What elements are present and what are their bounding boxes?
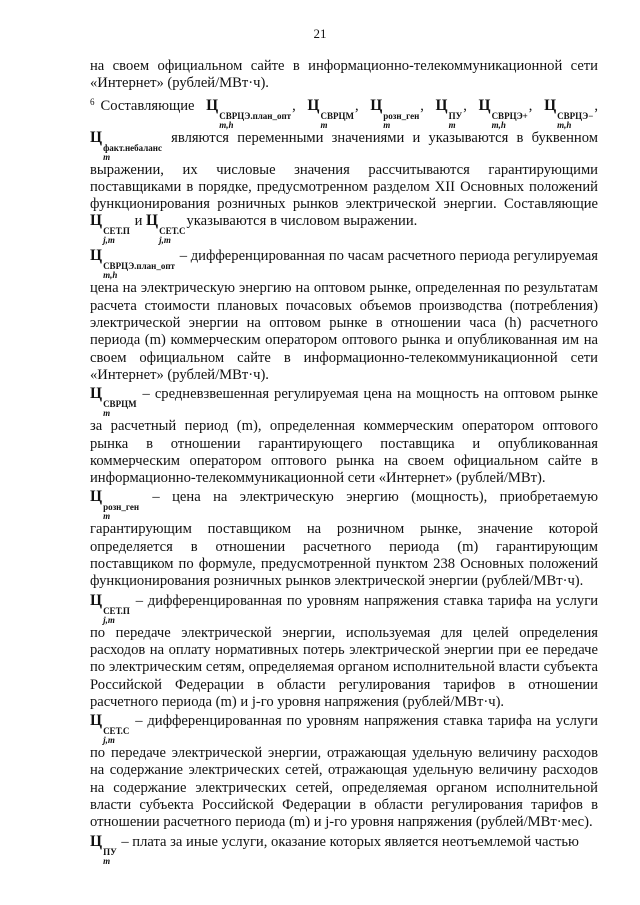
definition-svrcm: Ц СВРЦМ m – средневзвешенная регулируемая цена на мощность на оптовом рынке за расчетный период (m), определенная коммерческим оператором оптового рынка в отношении гарантирующего поставщика и опубликованная коммерческим оператором оптового рынка на своем официальном сайте в информационно-телекоммуникационной сети «Интернет» (рублей/МВт). <box>90 385 599 487</box>
variable-svrcm: Ц СВРЦМ m <box>90 385 137 419</box>
variable-set-p: Ц СЕТ.П j,m <box>90 591 130 625</box>
variable-svrce-minus: Ц СВРЦЭ− m,h <box>544 96 594 130</box>
page-number: 21 <box>313 26 327 41</box>
definition-pu: Ц ПУ m – плата за иные услуги, оказание которых является неотъемлемой частью <box>90 832 579 866</box>
footnote-marker: 6 <box>90 96 95 107</box>
variable-svrcm: Ц СВРЦМ m <box>307 96 354 130</box>
variable-set-p: Ц СЕТ.П j,m <box>90 212 130 246</box>
paragraph-continuation: на своем официальном сайте в информационно-телекоммуникационной сети «Интернет» (рублей/МВт·ч). <box>90 58 598 92</box>
variable-pu: Ц ПУ m <box>90 832 117 866</box>
variable-rozn-gen: Ц розн_ген m <box>370 96 420 130</box>
variable-set-s: Ц СЕТ.С j,m <box>90 712 130 746</box>
lead-word: Составляющие <box>100 97 195 114</box>
definition-set-p: Ц СЕТ.П j,m – дифференцированная по уровням напряжения ставка тарифа на услуги по передаче электрической энергии, используемая для целей определения расходов на оплату нормативных потерь электрической энергии при ее передаче по электрическим сетям, определяемая органом исполнительной власти субъекта Российской Федерации в области регулирования тарифов в отношении расчетного периода (m) и j-го уровня напряжения (рублей/МВт·ч). <box>90 591 599 710</box>
document-body <box>90 58 598 866</box>
variable-pu: Ц ПУ m <box>435 96 463 130</box>
definition-set-s: Ц СЕТ.С j,m – дифференцированная по уровням напряжения ставка тарифа на услуги по передаче электрической энергии, отражающая удельную величину расходов на содержание электрических сетей, отражающая удельную величину расходов на содержание электрических сетей, определяемая органом исполнительной власти субъекта Российской Федерации в области регулирования тарифов в отношении расчетного периода (m) и j-го уровня напряжения (рублей/МВт·мес). <box>90 712 598 831</box>
variable-set-s: Ц СЕТ.С j,m <box>146 212 186 246</box>
definition-svrce-plan-opt: Ц СВРЦЭ.план_опт m,h – дифференцированная по часам расчетного периода регулируемая цена на электрическую энергию на оптовом рынке, определенная по результатам расчета стоимости плановых почасовых объемов производства (потребления) электрической энергии на оптовом рынке в отношении часа (h) расчетного периода (m) коммерческим оператором оптового рынка и опубликованная им на своем официальном сайте в информационно-телекоммуникационной сети «Интернет» (рублей/МВт·ч). <box>90 247 598 383</box>
variable-svrce-plan-opt: Ц СВРЦЭ.план_опт m,h <box>206 96 292 130</box>
variable-svrce-plus: Ц СВРЦЭ+ m,h <box>478 96 528 130</box>
variable-svrce-plan-opt: Ц СВРЦЭ.план_опт m,h <box>90 247 175 281</box>
variable-rozn-gen: Ц розн_ген m <box>90 488 140 522</box>
paragraph-footnote-6: $^6$ Составляющие Ц СВРЦЭ.план_опт m,h , Ц СВРЦМ m , Ц розн_ген m , Ц ПУ m , Ц СВРЦЭ+ m,h , Ц СВРЦЭ− m,h , Ц факт.небаланс m являются переменными значениями и указываются в буквенном выражении, их числовые значения рассчитываются гарантирующими поставщиками в порядке, предусмотренном разделом XII Основных положений функционирования розничных рынков электрической энергии. Составляющие Ц СЕТ.П j,m и Ц СЕТ.С j,m указываются в числовом выражении. <box>90 96 599 246</box>
variable-fakt-nebalans: Ц факт.небаланс m <box>90 128 162 162</box>
definition-rozn-gen: Ц розн_ген m – цена на электрическую энергию (мощность), приобретаемую гарантирующим поставщиком на розничном рынке, значение которой определяется в отношении расчетного периода (m) гарантирующим поставщиком по формуле, предусмотренной пунктом 238 Основных положений функционирования розничных рынков электрической энергии (рублей/МВт·ч). <box>90 488 598 590</box>
